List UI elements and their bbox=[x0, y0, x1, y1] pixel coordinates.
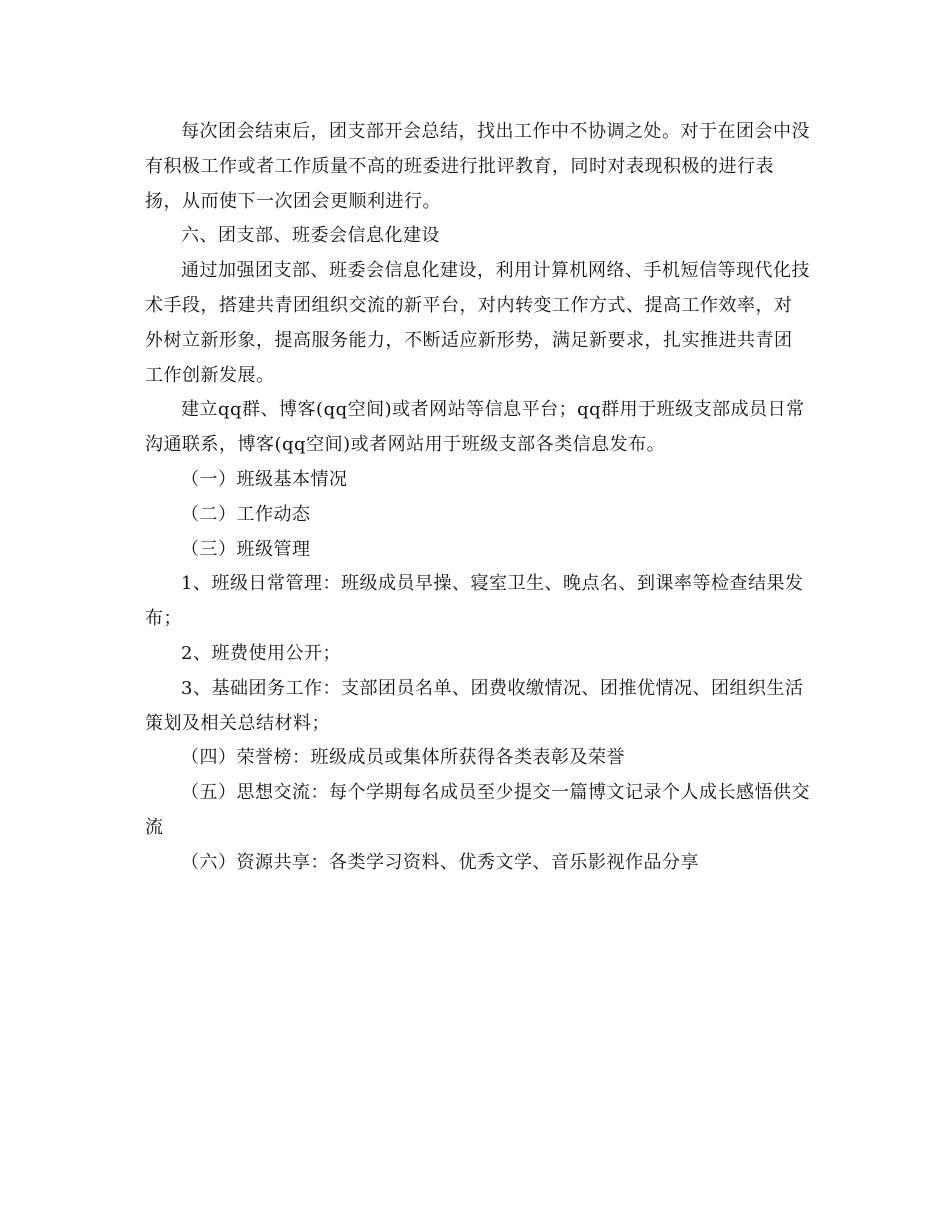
list-item-idea-exchange: （五）思想交流：每个学期每名成员至少提交一篇博文记录个人成长感悟供交流 bbox=[145, 782, 810, 838]
section-heading-informatization: 六、团支部、班委会信息化建设 bbox=[181, 225, 440, 247]
document-body bbox=[145, 115, 810, 881]
list-item-class-fee: 2、班费使用公开； bbox=[181, 642, 341, 664]
list-item-honor-roll: （四）荣誉榜：班级成员或集体所获得各类表彰及荣誉 bbox=[181, 747, 625, 769]
paragraph-platform-setup: 建立qq群、博客(qq空间)或者网站等信息平台；qq群用于班级支部成员日常沟通联系，博客(qq空间)或者网站用于班级支部各类信息发布。 bbox=[145, 399, 805, 456]
list-item-work-updates: （二）工作动态 bbox=[181, 503, 311, 525]
list-item-daily-management: 1、班级日常管理：班级成员早操、寝室卫生、晚点名、到课率等检查结果发布； bbox=[145, 573, 804, 630]
list-item-resource-sharing: （六）资源共享：各类学习资料、优秀文学、音乐影视作品分享 bbox=[181, 851, 699, 873]
list-item-league-affairs: 3、基础团务工作：支部团员名单、团费收缴情况、团推优情况、团组织生活策划及相关总结材料； bbox=[145, 677, 804, 734]
list-item-class-management: （三）班级管理 bbox=[181, 538, 311, 560]
paragraph-informatization-intro: 通过加强团支部、班委会信息化建设，利用计算机网络、手机短信等现代化技术手段，搭建共青团组织交流的新平台，对内转变工作方式、提高工作效率，对外树立新形象，提高服务能力，不断适应新形势，满足新要求，扎实推进共青团工作创新发展。 bbox=[145, 260, 810, 386]
list-item-class-basic-info: （一）班级基本情况 bbox=[181, 468, 348, 490]
paragraph-meeting-summary: 每次团会结束后，团支部开会总结，找出工作中不协调之处。对于在团会中没有积极工作或者工作质量不高的班委进行批评教育，同时对表现积极的进行表扬，从而使下一次团会更顺利进行。 bbox=[145, 121, 810, 212]
